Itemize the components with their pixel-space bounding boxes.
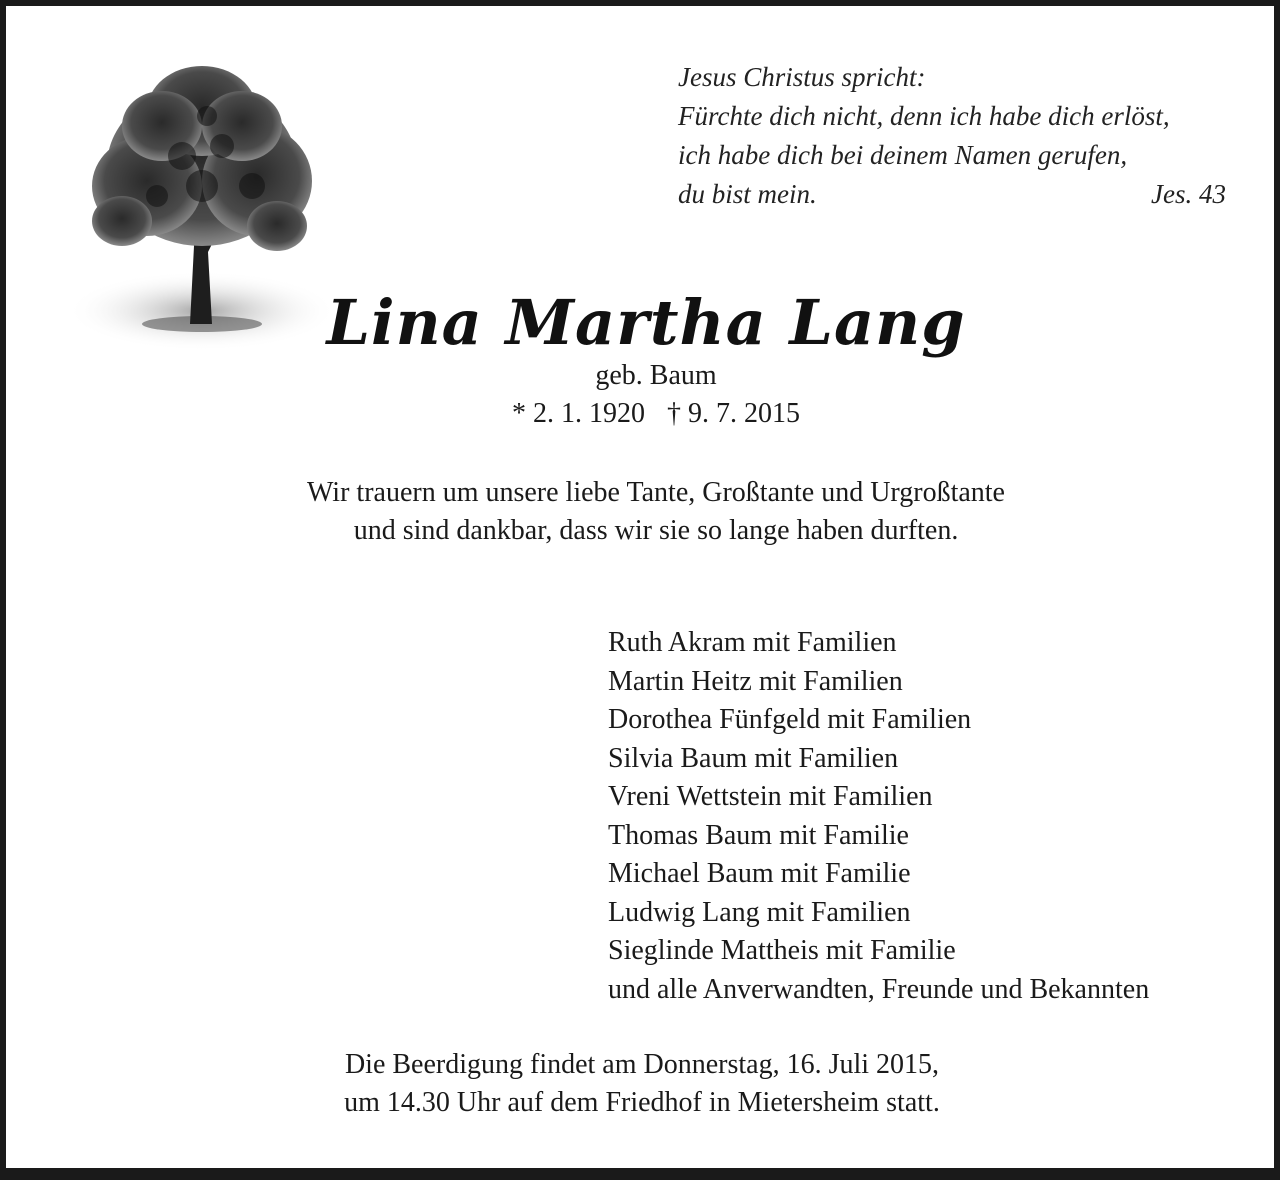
quote-line: Jesus Christus spricht: [678, 62, 926, 92]
mourning-line: und sind dankbar, dass wir sie so lange haben durften. [353, 515, 959, 546]
funeral-info [2, 1046, 1280, 1122]
family-item: Vreni Wettstein mit Familien [608, 781, 933, 812]
quote-line: Fürchte dich nicht, denn ich habe dich erlöst, [678, 101, 1170, 131]
funeral-line: um 14.30 Uhr auf dem Friedhof in Mietersheim statt. [344, 1087, 940, 1118]
maiden-name: geb. Baum [595, 360, 717, 391]
mourning-text [16, 474, 1280, 550]
family-item: Michael Baum mit Familie [608, 858, 911, 889]
family-item: Thomas Baum mit Familie [608, 819, 909, 851]
family-item: Martin Heitz mit Familien [608, 665, 903, 697]
family-item: und alle Anverwandten, Freunde und Bekannten [608, 973, 1150, 1005]
deceased-name: Lina Martha Lang [326, 286, 966, 359]
quote-last-line [678, 175, 1226, 214]
quote-reference: Jes. 43 [1151, 179, 1226, 209]
family-list [608, 624, 1149, 1009]
funeral-line: Die Beerdigung findet am Donnerstag, 16. Juli 2015, [344, 1049, 940, 1080]
family-item: Ruth Akram mit Familien [608, 627, 897, 658]
birth-date: * 2. 1. 1920 [512, 398, 645, 429]
quote-line: ich habe dich bei deinem Namen gerufen, [678, 140, 1128, 170]
family-item: Sieglinde Mattheis mit Familie [608, 935, 956, 966]
quote-line: du bist mein. [678, 179, 817, 209]
death-date: † 9. 7. 2015 [667, 398, 800, 429]
family-item: Dorothea Fünfgeld mit Familien [608, 704, 972, 735]
family-item: Ludwig Lang mit Familien [608, 896, 911, 928]
mourning-line: Wir trauern um unsere liebe Tante, Großtante und Urgroßtante [307, 477, 1005, 508]
family-item: Silvia Baum mit Familien [608, 742, 899, 774]
life-dates [16, 396, 1280, 432]
bible-quote [678, 58, 1226, 214]
